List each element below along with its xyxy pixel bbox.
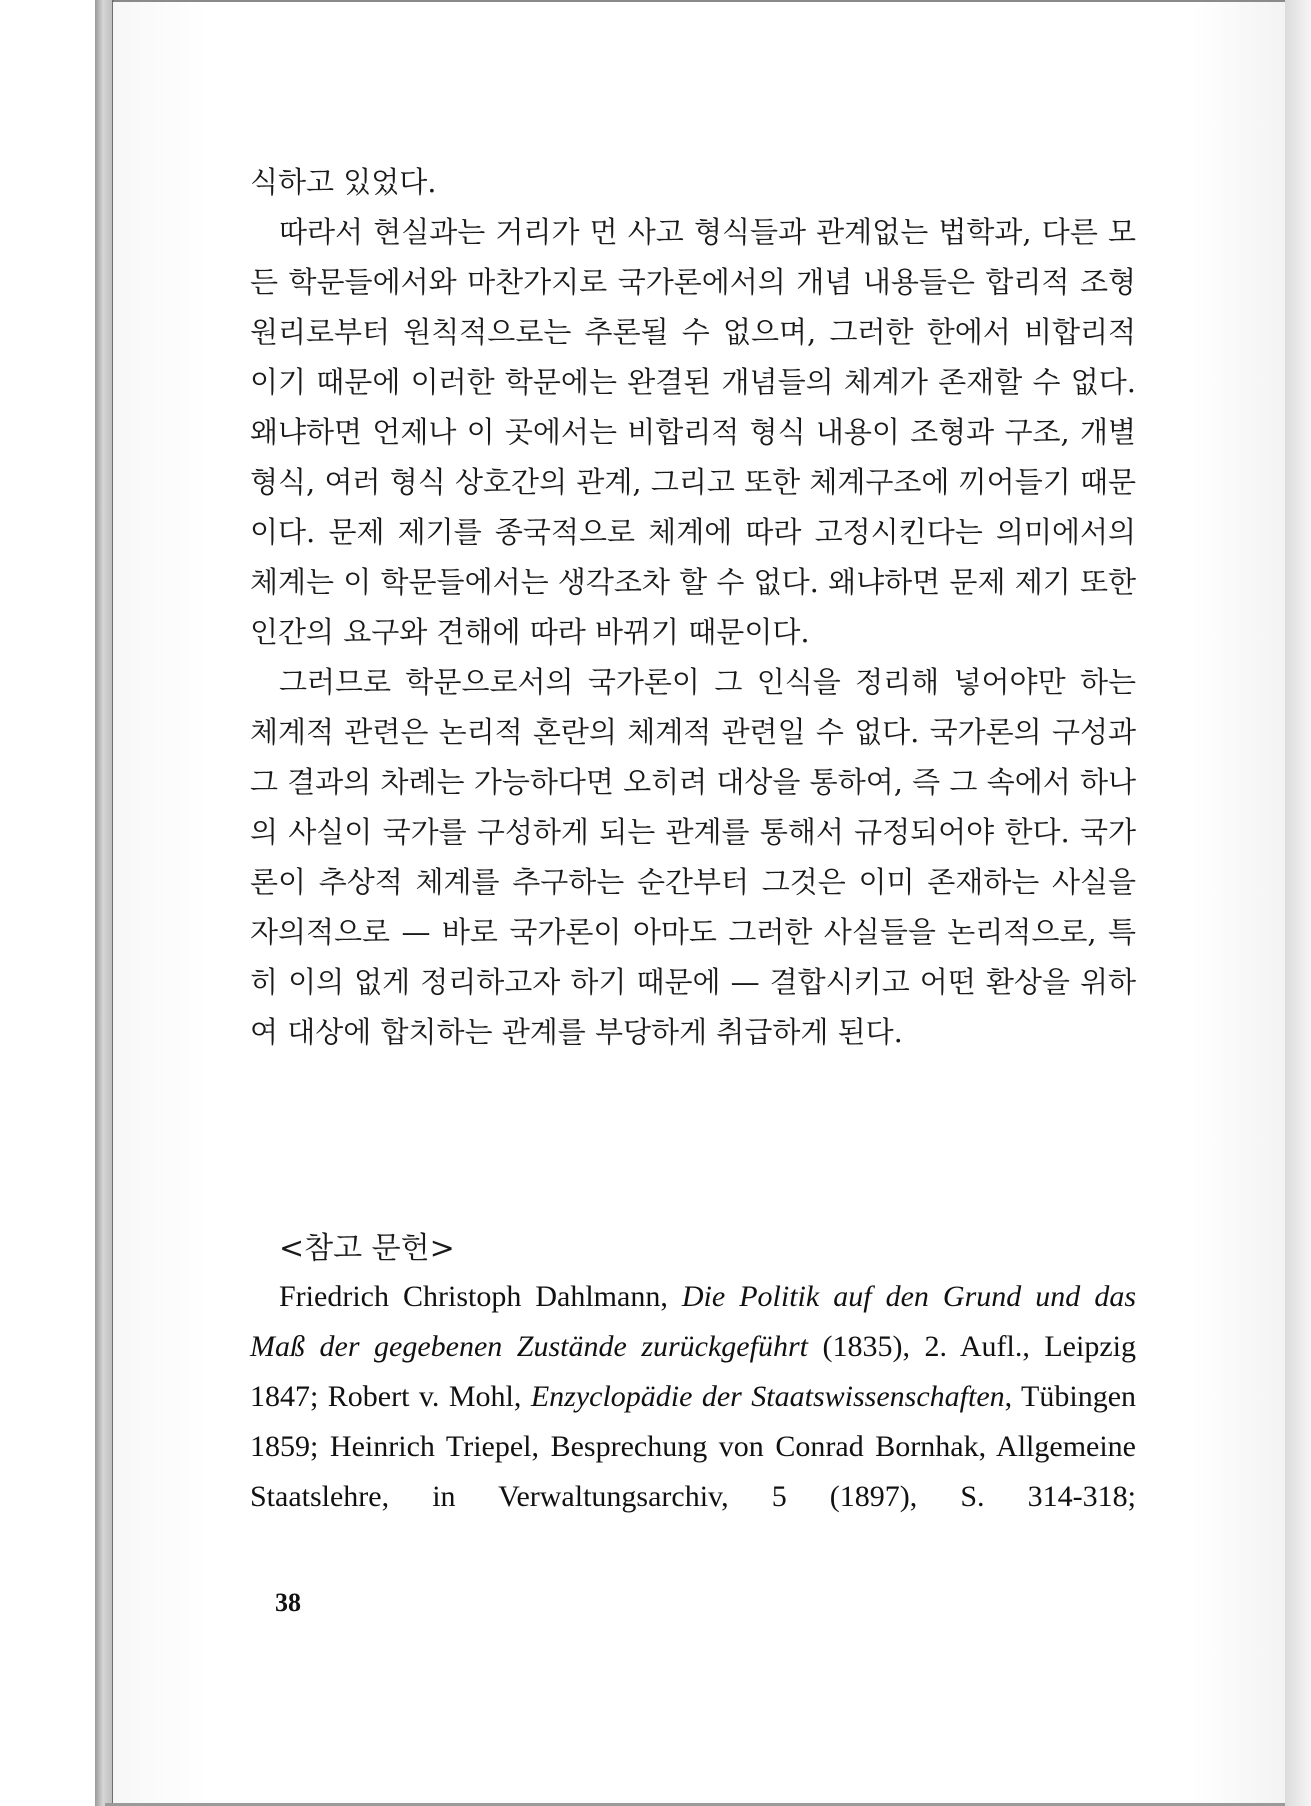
reference-title-1: Die Politik auf den Grund und das Maß der gegebenen Zustände zurückgeführt [250, 1280, 1137, 1363]
page-right-shadow [1285, 0, 1311, 1806]
references-heading: <참고 문헌> [279, 1231, 455, 1266]
reference-author-1: Friedrich Christoph Dahlmann, [279, 1280, 682, 1313]
paragraph-3: 그러므로 학문으로서의 국가론이 그 인식을 정리해 넣어야만 하는 체계적 관련은 논리적 혼란의 체계적 관련일 수 없다. 국가론의 구성과 그 결과의 차례는 가능하다면 오히려 대상을 통하여, 즉 그 속에서 하나의 사실이 국가를 구성하게 되는 관계를 통해서 규정되어야 한다. 국가론이 추상적 체계를 추구하는 순간부터 그것은 이미 존재하는 사실을 자의적으로 — 바로 국가론이 아마도 그러한 사실들을 논리적으로, 특히 이의 없게 정리하고자 하기 때문에 — 결합시키고 어떤 환상을 위하여 대상에 합치하는 관계를 부당하게 취급하게 된다. [250, 665, 1136, 1049]
page-number: 38 [275, 1588, 301, 1617]
reference-detail-1: (1835), 2. Aufl., Leipzig 1847; Robert v. Mohl, [250, 1330, 1136, 1413]
book-spine-edge [95, 0, 113, 1806]
reference-detail-2: , Tübingen 1859; Heinrich Triepel, Besprechung von Conrad Bornhak, Allgemeine Staatslehre, in Verwaltungsarchiv, 5 (1897), S. 314-318; [250, 1380, 1137, 1513]
reference-title-2: Enzyclopädie der Staatswissenschaften [530, 1380, 1005, 1413]
paragraph-2: 따라서 현실과는 거리가 먼 사고 형식들과 관계없는 법학과, 다른 모든 학문들에서와 마찬가지로 국가론에서의 개념 내용들은 합리적 조형 원리로부터 원칙적으로는 추론될 수 없으며, 그러한 한에서 비합리적이기 때문에 이러한 학문에는 완결된 개념들의 체계가 존재할 수 없다. 왜냐하면 언제나 이 곳에서는 비합리적 형식 내용이 조형과 구조, 개별 형식, 여러 형식 상호간의 관계, 그리고 또한 체계구조에 끼어들기 때문이다. 문제 제기를 종국적으로 체계에 따라 고정시킨다는 의미에서의 체계는 이 학문들에서는 생각조차 할 수 없다. 왜냐하면 문제 제기 또한 인간의 요구와 견해에 따라 바뀌기 때문이다. [250, 215, 1136, 649]
references-text [250, 1272, 1136, 1522]
paragraph-1: 식하고 있었다. [250, 165, 437, 199]
body-text [250, 157, 1136, 1057]
